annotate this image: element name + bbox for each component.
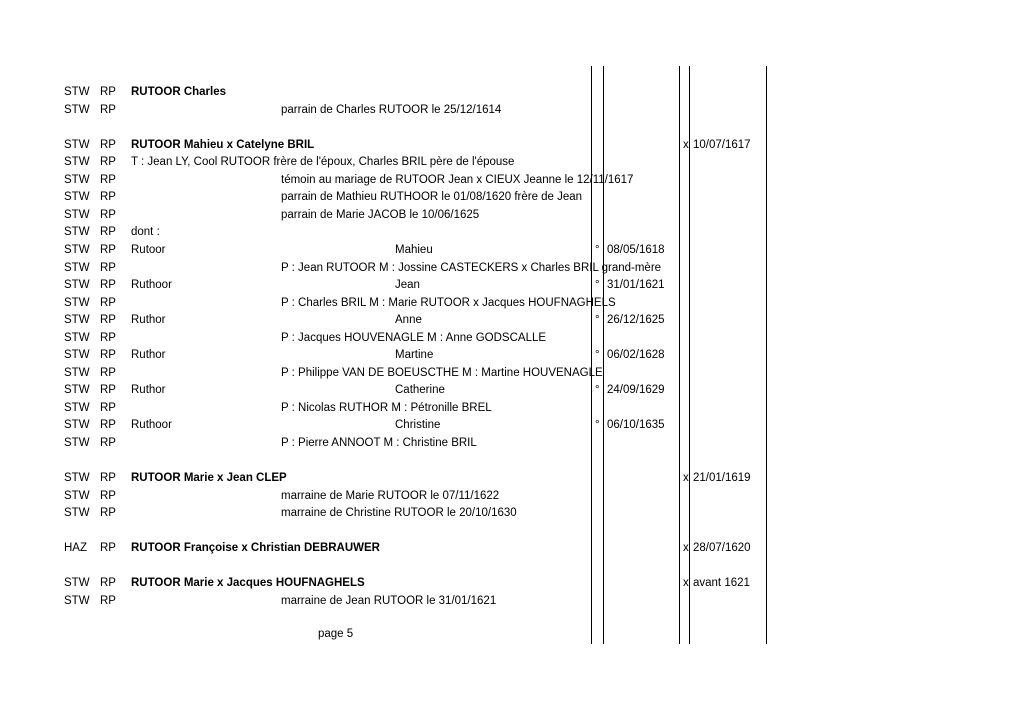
table-row bbox=[0, 84, 1024, 101]
cell-c3: RUTOOR Mahieu x Catelyne BRIL bbox=[131, 138, 315, 151]
cell-c1: STW bbox=[64, 331, 90, 344]
cell-c2: RP bbox=[100, 349, 116, 362]
cell-c1: STW bbox=[64, 156, 90, 169]
table-row bbox=[0, 102, 1024, 119]
table-row bbox=[0, 470, 1024, 487]
cell-c7: 26/12/1625 bbox=[607, 314, 665, 327]
cell-c1: STW bbox=[64, 226, 90, 239]
cell-c1: STW bbox=[64, 208, 90, 221]
cell-c1: STW bbox=[64, 173, 90, 186]
cell-c9: 28/07/1620 bbox=[693, 542, 751, 555]
cell-c1: STW bbox=[64, 401, 90, 414]
table-row bbox=[0, 189, 1024, 206]
table-row bbox=[0, 330, 1024, 347]
cell-c3: Rutoor bbox=[131, 243, 166, 256]
table-row bbox=[0, 593, 1024, 610]
cell-c4: P : Philippe VAN DE BOEUSCTHE M : Martine HOUVENAGLE bbox=[281, 366, 603, 379]
cell-c1: STW bbox=[64, 594, 90, 607]
cell-c2: RP bbox=[100, 103, 116, 116]
cell-c2: RP bbox=[100, 542, 116, 555]
cell-c2: RP bbox=[100, 384, 116, 397]
cell-c4: parrain de Mathieu RUTHOOR le 01/08/1620 frère de Jean bbox=[281, 191, 583, 204]
cell-c7: 06/02/1628 bbox=[607, 349, 665, 362]
cell-c4: témoin au mariage de RUTOOR Jean x CIEUX Jeanne le 12/11/1617 bbox=[281, 173, 634, 186]
cell-c2: RP bbox=[100, 314, 116, 327]
cell-c1: HAZ bbox=[64, 542, 87, 555]
cell-c5: Jean bbox=[395, 279, 420, 292]
cell-c2: RP bbox=[100, 577, 116, 590]
cell-c1: STW bbox=[64, 261, 90, 274]
cell-c1: STW bbox=[64, 384, 90, 397]
cell-c3: T : Jean LY, Cool RUTOOR frère de l'époux, Charles BRIL père de l'épouse bbox=[131, 156, 515, 169]
cell-c1: STW bbox=[64, 314, 90, 327]
cell-c4: P : Jean RUTOOR M : Jossine CASTECKERS x Charles BRIL grand-mère bbox=[281, 261, 662, 274]
cell-c4: marraine de Christine RUTOOR le 20/10/1630 bbox=[281, 507, 517, 520]
table-row bbox=[0, 435, 1024, 452]
cell-c3: Ruthor bbox=[131, 314, 166, 327]
cell-c2: RP bbox=[100, 86, 116, 98]
cell-c6: ° bbox=[595, 243, 600, 256]
table-row bbox=[0, 154, 1024, 171]
cell-c6: ° bbox=[595, 384, 600, 397]
table-row bbox=[0, 277, 1024, 294]
cell-c9: 10/07/1617 bbox=[693, 138, 751, 151]
table-row bbox=[0, 207, 1024, 224]
table-row bbox=[0, 382, 1024, 399]
cell-c2: RP bbox=[100, 156, 116, 169]
cell-c3: RUTOOR Marie x Jacques HOUFNAGHELS bbox=[131, 577, 365, 590]
cell-c9: avant 1621 bbox=[693, 577, 750, 590]
cell-c1: STW bbox=[64, 349, 90, 362]
cell-c3: Ruthoor bbox=[131, 279, 172, 292]
cell-c3: Ruthor bbox=[131, 349, 166, 362]
cell-c4: P : Nicolas RUTHOR M : Pétronille BREL bbox=[281, 401, 492, 414]
cell-c3: RUTOOR Marie x Jean CLEP bbox=[131, 472, 287, 485]
cell-c1: STW bbox=[64, 437, 90, 449]
cell-c1: STW bbox=[64, 296, 90, 309]
cell-c5: Martine bbox=[395, 349, 434, 362]
cell-c6: ° bbox=[595, 279, 600, 292]
cell-c1: STW bbox=[64, 86, 90, 98]
cell-c6: ° bbox=[595, 419, 600, 432]
cell-c6: ° bbox=[595, 314, 600, 327]
cell-c1: STW bbox=[64, 191, 90, 204]
cell-c2: RP bbox=[100, 366, 116, 379]
cell-c8: x bbox=[683, 577, 689, 590]
cell-c2: RP bbox=[100, 191, 116, 204]
cell-c3: dont : bbox=[131, 226, 160, 239]
table-row bbox=[0, 137, 1024, 154]
cell-c2: RP bbox=[100, 226, 116, 239]
cell-c8: x bbox=[683, 542, 689, 555]
cell-c2: RP bbox=[100, 401, 116, 414]
cell-c4: parrain de Marie JACOB le 10/06/1625 bbox=[281, 208, 480, 221]
cell-c4: parrain de Charles RUTOOR le 25/12/1614 bbox=[281, 103, 502, 116]
cell-c4: P : Pierre ANNOOT M : Christine BRIL bbox=[281, 437, 477, 449]
cell-c7: 06/10/1635 bbox=[607, 419, 665, 432]
cell-c2: RP bbox=[100, 173, 116, 186]
cell-c1: STW bbox=[64, 243, 90, 256]
table-row bbox=[0, 575, 1024, 592]
cell-c1: STW bbox=[64, 577, 90, 590]
cell-c5: Mahieu bbox=[395, 243, 433, 256]
table-row bbox=[0, 505, 1024, 522]
cell-c9: 21/01/1619 bbox=[693, 472, 751, 485]
table-row bbox=[0, 260, 1024, 277]
cell-c1: STW bbox=[64, 507, 90, 520]
cell-c8: x bbox=[683, 472, 689, 485]
cell-c2: RP bbox=[100, 138, 116, 151]
cell-c1: STW bbox=[64, 489, 90, 502]
table-row bbox=[0, 488, 1024, 505]
cell-c2: RP bbox=[100, 437, 116, 449]
cell-c1: STW bbox=[64, 419, 90, 432]
cell-c3: Ruthor bbox=[131, 384, 166, 397]
cell-c2: RP bbox=[100, 331, 116, 344]
table-row bbox=[0, 312, 1024, 329]
cell-c4: marraine de Marie RUTOOR le 07/11/1622 bbox=[281, 489, 500, 502]
cell-c2: RP bbox=[100, 296, 116, 309]
cell-c4: P : Charles BRIL M : Marie RUTOOR x Jacques HOUFNAGHELS bbox=[281, 296, 616, 309]
cell-c1: STW bbox=[64, 103, 90, 116]
table-row bbox=[0, 365, 1024, 382]
cell-c8: x bbox=[683, 138, 689, 151]
table-row bbox=[0, 295, 1024, 312]
cell-c2: RP bbox=[100, 489, 116, 502]
cell-c3: Ruthoor bbox=[131, 419, 172, 432]
cell-c2: RP bbox=[100, 208, 116, 221]
table-row bbox=[0, 400, 1024, 417]
cell-c5: Catherine bbox=[395, 384, 445, 397]
cell-c2: RP bbox=[100, 472, 116, 485]
cell-c6: ° bbox=[595, 349, 600, 362]
cell-c1: STW bbox=[64, 279, 90, 292]
cell-c7: 24/09/1629 bbox=[607, 384, 665, 397]
cell-c5: Anne bbox=[395, 314, 422, 327]
page-number: page 5 bbox=[318, 628, 354, 640]
table-row bbox=[0, 347, 1024, 364]
cell-c1: STW bbox=[64, 472, 90, 485]
table-row bbox=[0, 242, 1024, 259]
cell-c4: P : Jacques HOUVENAGLE M : Anne GODSCALLE bbox=[281, 331, 547, 344]
table-row bbox=[0, 540, 1024, 557]
cell-c4: marraine de Jean RUTOOR le 31/01/1621 bbox=[281, 594, 497, 607]
cell-c5: Christine bbox=[395, 419, 441, 432]
cell-c7: 31/01/1621 bbox=[607, 279, 665, 292]
cell-c3: RUTOOR Charles bbox=[131, 86, 227, 98]
cell-c2: RP bbox=[100, 261, 116, 274]
table-row bbox=[0, 417, 1024, 434]
table-row bbox=[0, 172, 1024, 189]
cell-c2: RP bbox=[100, 594, 116, 607]
cell-c2: RP bbox=[100, 243, 116, 256]
cell-c2: RP bbox=[100, 507, 116, 520]
cell-c1: STW bbox=[64, 366, 90, 379]
cell-c2: RP bbox=[100, 279, 116, 292]
table-row bbox=[0, 224, 1024, 241]
cell-c2: RP bbox=[100, 419, 116, 432]
cell-c3: RUTOOR Françoise x Christian DEBRAUWER bbox=[131, 542, 380, 555]
cell-c1: STW bbox=[64, 138, 90, 151]
cell-c7: 08/05/1618 bbox=[607, 243, 665, 256]
